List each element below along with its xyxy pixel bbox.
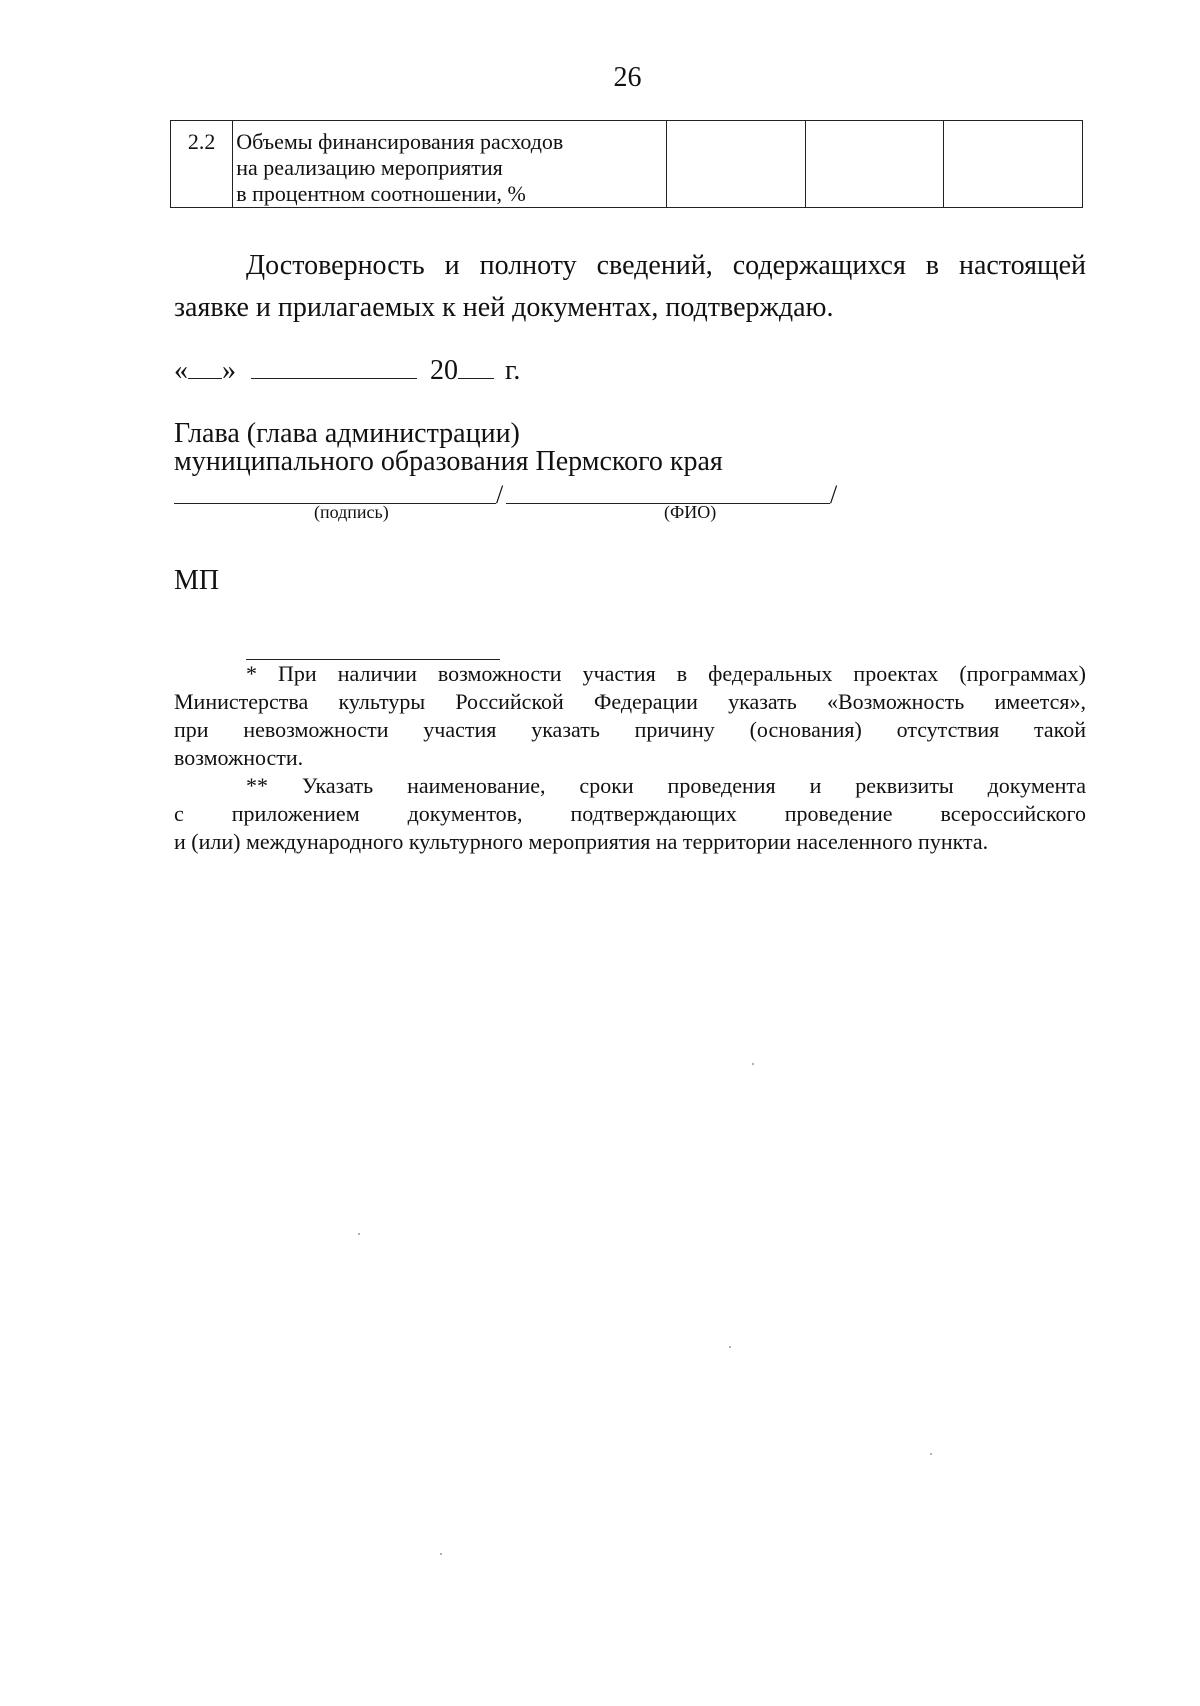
row-description [233, 121, 667, 208]
scan-speck [440, 1553, 442, 1555]
row-description-line: на реализацию мероприятия [236, 155, 503, 180]
footnote-1 [174, 660, 1086, 772]
date-close-quote: » [222, 355, 236, 386]
row-number: 2.2 [171, 121, 233, 208]
separator-slash: / [830, 480, 838, 509]
empty-cell [666, 121, 805, 208]
signatory-title [174, 420, 723, 476]
confirmation-line: заявке и прилагаемых к ней документах, подтверждаю. [174, 292, 834, 323]
confirmation-paragraph [174, 245, 1086, 329]
name-caption: (ФИО) [664, 502, 717, 522]
footnote-line: ** Указать наименование, сроки проведения и реквизиты документа [246, 773, 1086, 798]
stamp-place: МП [174, 565, 220, 596]
year-blank[interactable] [458, 378, 494, 379]
signature-row [174, 474, 844, 509]
page-number: 26 [613, 62, 642, 93]
month-blank[interactable] [251, 378, 417, 379]
scan-speck [729, 1346, 731, 1348]
footnote-line: Министерства культуры Российской Федерации указать «Возможность имеется», [174, 689, 1086, 714]
confirmation-line: Достоверность и полноту сведений, содержащихся в настоящей [246, 250, 1086, 281]
footnote-line: с приложением документов, подтверждающих проведение всероссийского [174, 801, 1086, 826]
row-description-line: Объемы финансирования расходов [236, 129, 564, 154]
table-row [171, 121, 1083, 208]
footnotes [174, 660, 1086, 856]
date-field [174, 355, 520, 387]
financing-table [170, 120, 1083, 208]
signature-caption: (подпись) [314, 502, 389, 522]
scan-speck [752, 1063, 754, 1065]
date-open-quote: « [174, 355, 188, 386]
scan-speck [358, 1233, 360, 1235]
separator-slash: / [496, 480, 504, 509]
scan-speck [930, 1453, 932, 1455]
empty-cell [944, 121, 1083, 208]
year-suffix: г. [505, 355, 521, 386]
footnote-2 [174, 772, 1086, 856]
day-blank[interactable] [188, 378, 222, 379]
footnote-line: * При наличии возможности участия в федеральных проектах (программах) [246, 661, 1086, 686]
footnote-line: возможности. [174, 745, 304, 770]
signatory-title-line: муниципального образования Пермского края [174, 446, 723, 477]
empty-cell [805, 121, 944, 208]
footnote-line: и (или) международного культурного мероприятия на территории населенного пункта. [174, 829, 989, 854]
footnote-line: при невозможности участия указать причину (основания) отсутствия такой [174, 717, 1086, 742]
signatory-title-line: Глава (глава администрации) [174, 418, 520, 449]
row-description-line: в процентном соотношении, % [236, 181, 526, 206]
year-prefix: 20 [430, 355, 458, 386]
